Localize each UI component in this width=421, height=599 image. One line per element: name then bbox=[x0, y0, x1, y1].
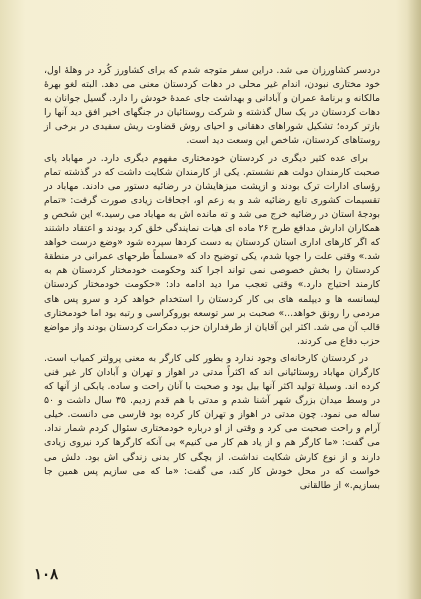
page-number: ۱۰۸ bbox=[34, 565, 59, 583]
spine-shadow bbox=[407, 0, 421, 599]
paragraph-1: دردسر کشاورزان می شد. دراین سفر متوجه شدم که برای کشاورز کُرد در وهلهٔ اول، خود مختاری نبودن، اندام غیر محلی در دهات کردستان معنی می دهد. البته لغو بهرهٔ مالکانه و برنامهٔ عمران و آبادانی و بهداشت جای عمدهٔ خودش را دارد. گسیل جوانان به دهات کردستان در یک سال گذشته و شرکت روستائیان در جنگهای اخیر افق دید آنها را بازتر کرده؛ تشکیل شوراهای دهقانی و احیای روش قضاوت ریش سفیدی در برخی از روستاهای کردستان، شاخص این وسعت دید است. bbox=[44, 65, 380, 147]
body-text bbox=[44, 64, 380, 493]
paragraph-2: برای عده کثیر دیگری در کردستان خودمختاری مفهوم دیگری دارد. در مهاباد پای صحبت کارمندان دولت هم نشستم. یکی از کارمندان شکایت داشت که در گذشته تمام رؤسای ادارات ترک بودند و ازپشت میزهایشان در رضائیه دستور می دادند. مهاباد در تقسیمات کشوری تابع رضائیه شد و به زعم او، اجحافات زیادی صورت گرفت: «تمام بودجهٔ استان در رضائیه خرج می شد و ته مانده اش به مهاباد می رسید.» این شخص و همکاران ادارش مدافع طرح ۲۶ ماده ای هیات نمایندگی خلق کرد بودند و اعتقاد داشتند که اگر کارهای اداری استان کردستان به دست کردها سپرده شود «وضع درست خواهد شد.» وقتی علت را جویا شدم، یکی توضیح داد که «مسلماً طرحهای عمرانی در منطقهٔ کردستان را بخش خصوصی نمی تواند اجرا کند وحکومت خودمختار کردستان هم به کارمند احتیاج دارد.» وقتی تعجب مرا دید ادامه داد: «حکومت خودمختار کردستان لیسانسه ها و دیپلمه های بی کار کردستان را استخدام خواهد کرد و سرو پس های مردمی را رونق خواهد...» صحبت بر سر توسعه بوروکراسی و رتبه بود اما خودمختاری قالب آن می شد. اکثر این آقایان از طرفداران حزب دمکرات کردستان بودند واز مواضع حزب دفاع می کردند. bbox=[44, 152, 380, 347]
paragraph-3: در کردستان کارخانه‌ای وجود ندارد و بطور کلی کارگر به معنی پرولتر کمیاب است. کارگران مهاباد روستائیانی اند که اکثراً مدتی در اهواز و تهران و آبادان کار غیر فنی کرده اند. وسیلهٔ تولید اکثر آنها بیل بود و صحبت با آنان راحت و ساده. یابکی از آنها که در وسط میدان بزرگ شهر آشنا شدم و مدتی با هم قدم زدیم. ۳۵ سال داشت و ۵۰ ساله می نمود. چون مدتی در اهواز و تهران کار کرده بود فارسی می دانست. خیلی آرام و راحت صحبت می کرد و وقتی از او درباره خودمختاری سئوال کردم شمار نداد. می گفت: «ما کارگر هم و از یاد هم کار می کنیم» بی آنکه کارگرها کرد نیروی زیادی دارند و از نوع کارش شکایت نداشت. از بچگی کار بدنی زندگی اش بود. دلش می خواست که در محل خودش کار کند، می گفت: «ما که می سازیم پس همین جا بسازیم.» از طالقانی bbox=[44, 352, 380, 491]
